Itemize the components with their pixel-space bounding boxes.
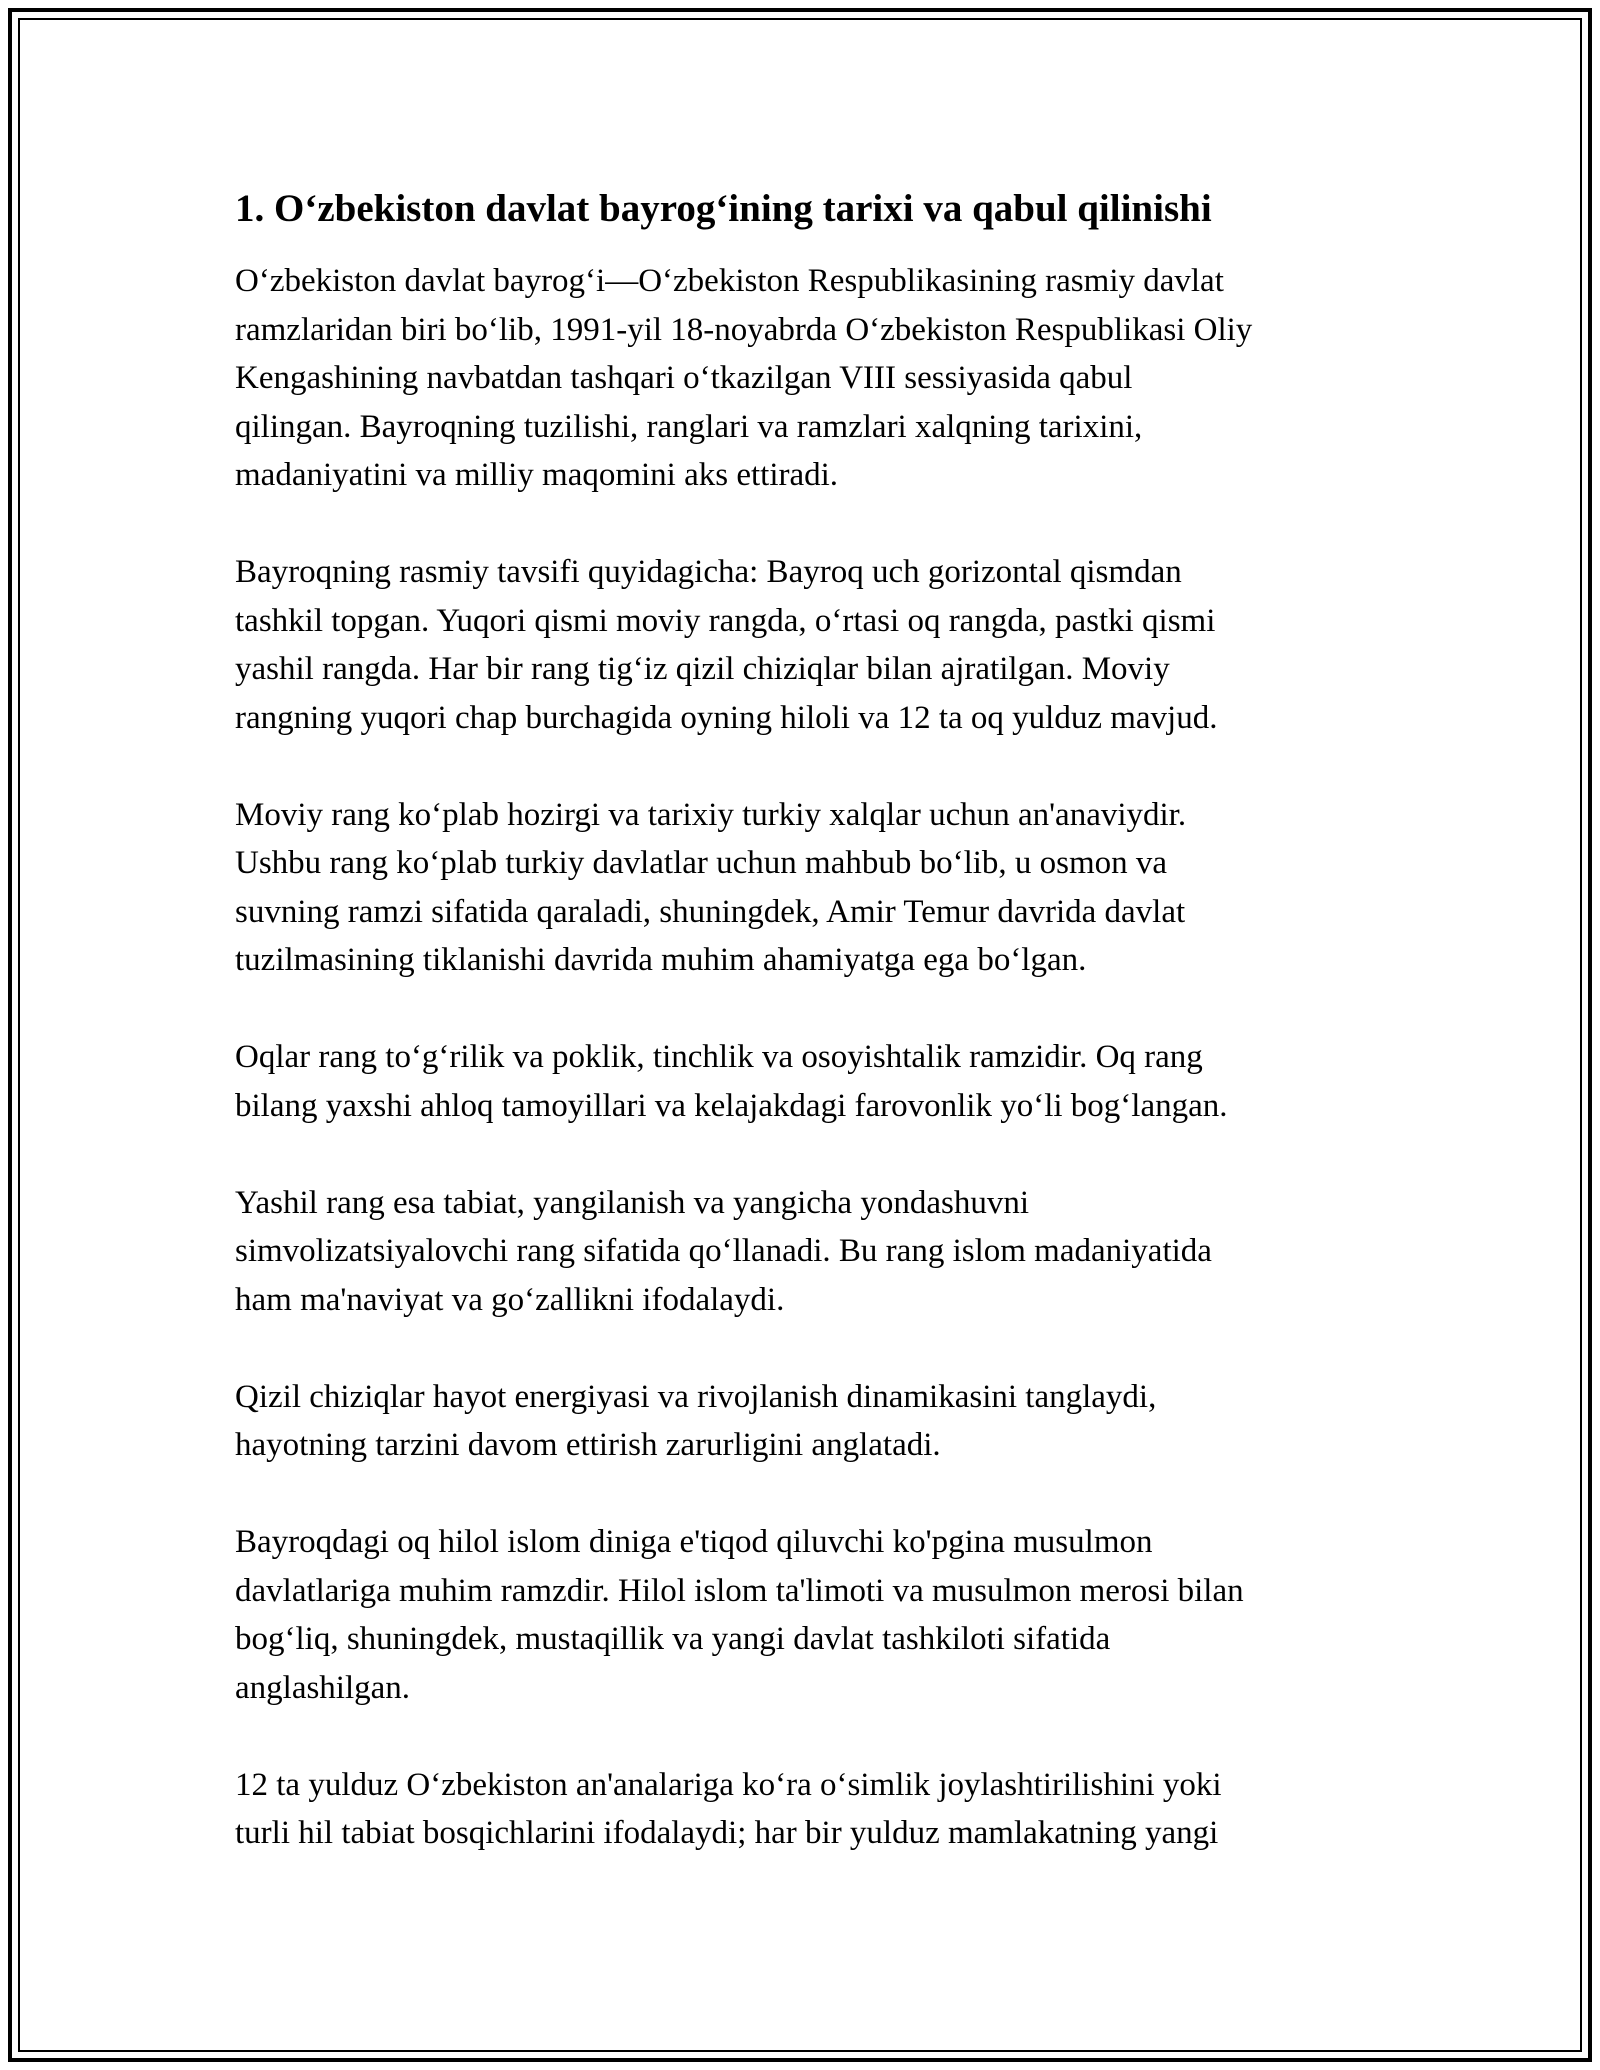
text-line: Ushbu rang ko‘plab turkiy davlatlar uchun mahbub bo‘lib, u osmon va <box>235 845 1168 881</box>
body-paragraph <box>235 1373 1395 1470</box>
text-line: turli hil tabiat bosqichlarini ifodalaydi; har bir yulduz mamlakatning yangi <box>235 1815 1219 1851</box>
text-line: tuzilmasining tiklanishi davrida muhim ahamiyatga ega bo‘lgan. <box>235 942 1087 978</box>
body-paragraph <box>235 1179 1395 1325</box>
text-line: Bayroqning rasmiy tavsifi quyidagicha: Bayroq uch gorizontal qismdan <box>235 554 1182 590</box>
text-line: Oqlar rang to‘g‘rilik va poklik, tinchlik va osoyishtalik ramzidir. Oq rang <box>235 1039 1203 1075</box>
text-line: yashil rangda. Har bir rang tig‘iz qizil chiziqlar bilan ajratilgan. Moviy <box>235 651 1170 687</box>
text-line: anglashilgan. <box>235 1669 411 1706</box>
text-line: simvolizatsiyalovchi rang sifatida qo‘llanadi. Bu rang islom madaniyatida <box>235 1233 1212 1269</box>
text-line: rangning yuqori chap burchagida oyning hiloli va 12 ta oq yulduz mavjud. <box>235 699 1218 736</box>
text-line: Kengashining navbatdan tashqari o‘tkazilgan VIII sessiyasida qabul <box>235 360 1133 396</box>
text-line: Bayroqdagi oq hilol islom diniga e'tiqod qiluvchi ko'pgina musulmon <box>235 1524 1153 1560</box>
body-paragraph <box>235 257 1395 500</box>
text-line: ramzlaridan biri bo‘lib, 1991-yil 18-noyabrda O‘zbekiston Respublikasi Oliy <box>235 311 1253 348</box>
text-line: qilingan. Bayroqning tuzilishi, ranglari va ramzlari xalqning tarixini, <box>235 408 1143 445</box>
text-line: Moviy rang ko‘plab hozirgi va tarixiy turkiy xalqlar uchun an'anaviydir. <box>235 796 1187 833</box>
text-line: Yashil rang esa tabiat, yangilanish va yangicha yondashuvni <box>235 1184 1029 1221</box>
body-paragraph <box>235 1518 1395 1712</box>
text-line: tashkil topgan. Yuqori qismi moviy rangda, o‘rtasi oq rangda, pastki qismi <box>235 602 1216 639</box>
text-line: hayotning tarzini davom ettirish zarurligini anglatadi. <box>235 1427 941 1463</box>
text-line: O‘zbekiston davlat bayrog‘i—O‘zbekiston Respublikasining rasmiy davlat <box>235 263 1224 299</box>
text-line: bog‘liq, shuningdek, mustaqillik va yangi davlat tashkiloti sifatida <box>235 1621 1111 1657</box>
text-line: davlatlariga muhim ramzdir. Hilol islom ta'limoti va musulmon merosi bilan <box>235 1572 1244 1609</box>
text-line: madaniyatini va milliy maqomini aks ettiradi. <box>235 457 839 493</box>
body-paragraph <box>235 548 1395 742</box>
body-paragraph <box>235 1761 1395 1858</box>
document-body <box>235 183 1395 1906</box>
paragraph-list <box>235 257 1395 1858</box>
section-heading: 1. O‘zbekiston davlat bayrog‘ining tarixi va qabul qilinishi <box>235 187 1212 230</box>
text-line: suvning ramzi sifatida qaraladi, shuningdek, Amir Temur davrida davlat <box>235 893 1186 930</box>
text-line: ham ma'naviyat va go‘zallikni ifodalaydi. <box>235 1281 785 1318</box>
text-line: 12 ta yulduz O‘zbekiston an'analariga ko‘ra o‘simlik joylashtirilishini yoki <box>235 1766 1222 1803</box>
text-line: bilang yaxshi ahloq tamoyillari va kelajakdagi farovonlik yo‘li bog‘langan. <box>235 1087 1228 1124</box>
text-line: Qizil chiziqlar hayot energiyasi va rivojlanish dinamikasini tanglaydi, <box>235 1378 1157 1415</box>
body-paragraph <box>235 791 1395 985</box>
body-paragraph <box>235 1033 1395 1130</box>
